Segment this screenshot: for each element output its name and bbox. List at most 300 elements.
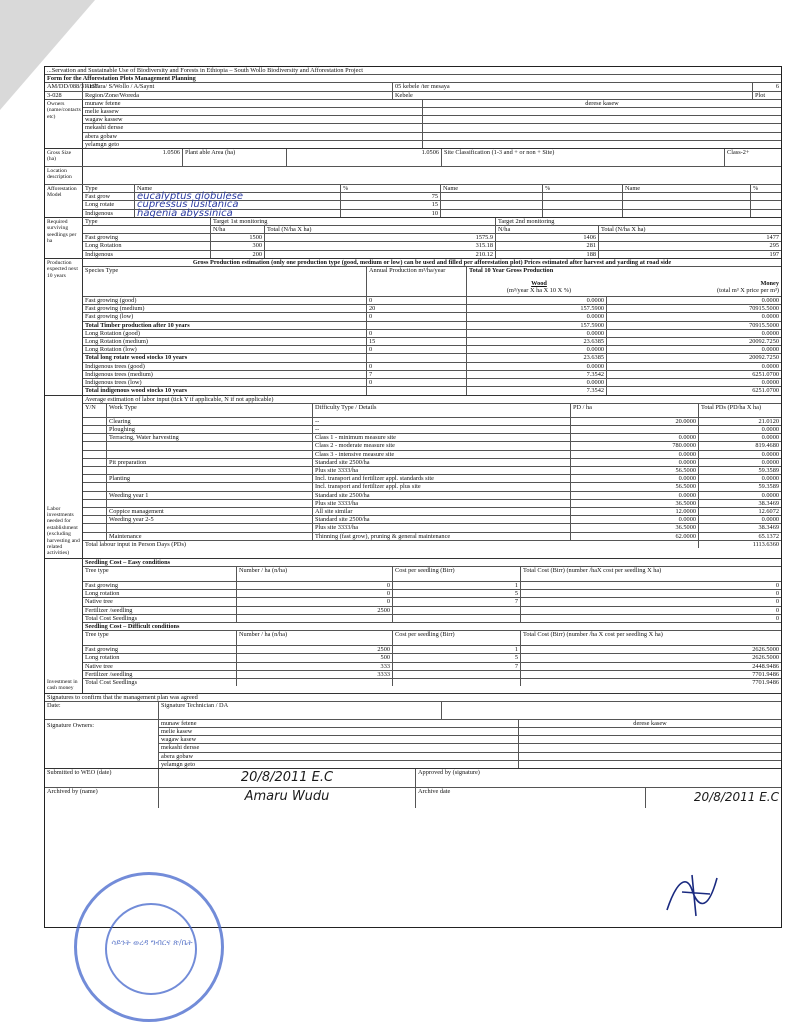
stamp-inner-ring [105, 903, 197, 995]
tree-type: Total Cost Seedlings [83, 615, 237, 622]
plantable-area-value: 1.0506 [287, 149, 442, 166]
wood-volume: 0.0000 [467, 379, 607, 386]
wood-volume: 23.6385 [467, 338, 607, 345]
stamp-text: ሳይንት ወረዳ ግብርና ጽ/ቤት [111, 938, 193, 947]
production-rows [83, 297, 781, 394]
yn-cell [83, 459, 107, 466]
seedling-type: Indigenous [83, 251, 211, 258]
signatures-title-row [45, 694, 781, 702]
total-pd: 0.0000 [761, 450, 779, 458]
form-title: Form for the Afforestation Plots Management Planning [47, 75, 196, 83]
yn-cell [83, 442, 107, 449]
production-row [83, 305, 781, 313]
location-row [45, 167, 781, 185]
col-nha: N/ha [496, 226, 599, 233]
yn-cell [83, 508, 107, 515]
annual-production [367, 322, 467, 329]
col-total: Total (N/ha X ha) [265, 226, 496, 233]
number-per-ha [237, 679, 393, 686]
plantable-area-label: Plant able Area (ha) [183, 149, 287, 166]
number-per-ha: 2500 [237, 646, 393, 653]
labor-row [83, 442, 781, 450]
annual-production: 0 [367, 330, 467, 337]
labor-intro: Average estimation of labor input (tick Y if applicable, N if not applicable) [85, 395, 274, 403]
header-project-row [45, 67, 781, 75]
yn-cell [83, 533, 107, 540]
yn-cell [83, 500, 107, 507]
header-labels-row [45, 92, 781, 100]
cost-per-seedling: 7 [393, 663, 521, 670]
labor-row [83, 533, 781, 541]
col-wood-sub: (m³/year X ha X 10 X %) [506, 287, 572, 295]
seedling-n1: 300 [211, 242, 265, 249]
pd-per-ha: 0.0000 [571, 475, 699, 482]
col-nha: N/ha [211, 226, 265, 233]
annual-production [367, 387, 467, 394]
total-pd: 65.1372 [758, 532, 779, 540]
annual-production: 0 [367, 346, 467, 353]
wood-volume: 7.3542 [467, 387, 607, 394]
pd-per-ha: 0.0000 [571, 492, 699, 499]
wood-volume: 157.5900 [467, 305, 607, 312]
wood-volume: 0.0000 [467, 313, 607, 320]
owner-name: munaw fetene [83, 100, 423, 107]
difficulty: Thinning (fast grow), pruning & general maintenance [313, 533, 571, 540]
wood-volume: 23.6385 [467, 354, 607, 361]
easy-rows [83, 582, 781, 623]
pd-per-ha: 36.5000 [571, 524, 699, 531]
seedling-t1: 1575.9 [265, 234, 496, 241]
tree-type: Long rotation [83, 654, 237, 661]
tree-type: Fast growing [83, 646, 237, 653]
archived-label: Archived by (name) [45, 788, 159, 808]
cost-per-seedling: 1 [393, 646, 521, 653]
seedling-row [83, 242, 781, 250]
difficulty: Class 3 - intensive measure site [313, 451, 571, 458]
total-cost: 0 [775, 581, 779, 589]
owners-section [45, 100, 781, 149]
cost-row [83, 654, 781, 662]
location-label: Location description [45, 167, 83, 184]
number-per-ha: 333 [237, 663, 393, 670]
plan-code: AM/DD/088/31/157 [47, 83, 99, 91]
col-name: Name [441, 185, 543, 192]
pd-per-ha: 12.0000 [571, 508, 699, 515]
labor-rows [83, 418, 781, 541]
species-label: Long Rotation (medium) [83, 338, 367, 345]
difficulty: Standard site 2500/ha [313, 516, 571, 523]
species-label: Fast growing (low) [83, 313, 367, 320]
col-name: Name [623, 185, 751, 192]
archive-date: 20/8/2011 E.C [693, 789, 779, 804]
pd-per-ha: 0.0000 [571, 516, 699, 523]
work-type: Planting [107, 475, 313, 482]
size-row [45, 149, 781, 167]
cost-row [83, 663, 781, 671]
cost-per-seedling [393, 679, 521, 686]
yn-cell [83, 475, 107, 482]
tree-type: Long rotation [83, 590, 237, 597]
production-row [83, 297, 781, 305]
total-pd: 0.0000 [761, 434, 779, 442]
cost-row [83, 598, 781, 606]
species-label: Total long rotate wood stocks 10 years [83, 354, 367, 361]
pd-per-ha: 780.0000 [571, 442, 699, 449]
seedling-t2: 1477 [766, 234, 779, 242]
plan-code-2: 3-028 [45, 92, 83, 99]
gross-size-label: Gross Size (ha) [45, 149, 83, 166]
annual-production: 0 [367, 297, 467, 304]
archive-date-label: Archive date [416, 788, 646, 808]
species-pct: 10 [341, 210, 441, 217]
annual-production: 7 [367, 371, 467, 378]
difficulty: -- [313, 418, 571, 425]
species-type: Fast grow [83, 193, 135, 200]
production-label: Production expected next 10 years [45, 259, 83, 395]
col-pd: PD / ha [571, 404, 699, 417]
wood-volume: 0.0000 [467, 363, 607, 370]
total-pd: 59.3589 [758, 483, 779, 491]
pd-per-ha [571, 426, 699, 433]
afforestation-row [83, 207, 781, 219]
owner-sig: munaw fetene [159, 720, 519, 727]
work-type [107, 442, 313, 449]
work-type [107, 467, 313, 474]
work-type: Maintenance [107, 533, 313, 540]
plot-number: 6 [775, 83, 779, 91]
production-row [83, 346, 781, 354]
number-per-ha: 0 [237, 590, 393, 597]
owner-name: wagaw kassew [83, 116, 423, 123]
col-money-sub: (total m³ X price per m³) [716, 287, 779, 295]
labor-row [83, 451, 781, 459]
species-label: Indigenous trees (low) [83, 379, 367, 386]
work-type: Clearing [107, 418, 313, 425]
difficulty: Class 2 - moderate measure site [313, 442, 571, 449]
difficulty: Incl. transport and fertilizer appl. standards site [313, 475, 571, 482]
number-per-ha: 3333 [237, 671, 393, 678]
col-num: Number / ha (n/ha) [237, 567, 393, 581]
total-pd: 0.0000 [761, 475, 779, 483]
cost-per-seedling: 7 [393, 598, 521, 605]
seedling-t2: 197 [769, 250, 779, 258]
signature-stroke [667, 875, 717, 916]
total-pd: 59.3589 [758, 466, 779, 474]
total-cost: 7701.9486 [752, 678, 779, 686]
submitted-date: 20/8/2011 E.C [159, 769, 416, 787]
total-pd: 0.0000 [761, 491, 779, 499]
seedling-t2: 295 [769, 242, 779, 250]
easy-title: Seedling Cost – Easy conditions [85, 558, 171, 566]
annual-production: 0 [367, 363, 467, 370]
owner-sig: wagaw kasew [159, 736, 519, 743]
labor-row [83, 434, 781, 442]
cost-row [83, 582, 781, 590]
work-type: Pit preparation [107, 459, 313, 466]
labor-row [83, 483, 781, 491]
seedlings-section [45, 218, 781, 259]
seedling-row [83, 234, 781, 242]
col-work: Work Type [107, 404, 313, 417]
pd-per-ha: 62.0000 [571, 533, 699, 540]
yn-cell [83, 426, 107, 433]
production-row [83, 371, 781, 379]
submitted-row [45, 769, 781, 788]
pd-per-ha: 56.5000 [571, 483, 699, 490]
pd-per-ha: 0.0000 [571, 451, 699, 458]
annual-production: 0 [367, 379, 467, 386]
owner-name: yelamgn geto [83, 141, 423, 148]
owner-signatures [45, 720, 781, 769]
total-cost: 0 [775, 590, 779, 598]
money-value: 0.0000 [761, 329, 779, 337]
labor-row [83, 516, 781, 524]
production-row [83, 338, 781, 346]
region-label: Region/Zone/Woreda [83, 92, 393, 99]
production-row [83, 354, 781, 362]
col-num: Number / ha (n/ha) [237, 631, 393, 645]
pd-per-ha: 20.0000 [571, 418, 699, 425]
labor-row [83, 524, 781, 532]
project-title: ...Servation and Sustainable Use of Biodiversity and Forests in Ethiopia – South Wollo Biodiversity and Afforestation Project [47, 67, 363, 74]
total-cost: 0 [775, 614, 779, 622]
diff-rows [83, 646, 781, 686]
labor-row [83, 475, 781, 483]
owners-sig-label: Signature Owners: [45, 720, 159, 768]
date-label: Date: [45, 702, 159, 719]
total-cost: 2626.5000 [752, 646, 779, 654]
col-total: Total (N/ha X ha) [601, 226, 646, 234]
species-name: cupressus lusitanica [135, 201, 341, 208]
species-type: Indigenous [83, 210, 135, 217]
labor-total-label: Total labour input in Person Days (PDs) [83, 541, 699, 548]
col-10yr-title: Total 10 Year Gross Production [469, 267, 554, 275]
production-row [83, 379, 781, 387]
money-value: 0.0000 [761, 313, 779, 321]
col-pct: % [341, 185, 441, 192]
total-pd: 38.3469 [758, 524, 779, 532]
money-value: 70915.5000 [749, 321, 779, 329]
tech-label: Signature Technician / DA [159, 702, 442, 719]
col-target2: Target 2nd monitoring [498, 217, 555, 225]
annual-production: 20 [367, 305, 467, 312]
total-cost: 7701.9486 [752, 670, 779, 678]
difficulty: Plus site 3333/ha [313, 467, 571, 474]
seedling-n2: 1406 [496, 234, 599, 241]
col-10yr [467, 267, 781, 296]
species-label: Fast growing (medium) [83, 305, 367, 312]
wood-volume: 7.3542 [467, 371, 607, 378]
difficulty: Standard site 2500/ha [313, 459, 571, 466]
total-pd: 819.4680 [755, 442, 779, 450]
col-cost: Cost per seedling (Birr) [393, 631, 521, 645]
total-cost: 0 [775, 598, 779, 606]
tree-type: Fertilizer /seedling [83, 607, 237, 614]
col-type: Type [83, 218, 211, 225]
cost-row [83, 590, 781, 598]
production-row [83, 322, 781, 330]
owner-name: mekashi dersse [83, 124, 423, 131]
total-cost: 2448.9486 [752, 662, 779, 670]
total-pd: 0.0000 [761, 425, 779, 433]
total-pd: 0.0000 [761, 458, 779, 466]
money-value: 0.0000 [761, 297, 779, 305]
number-per-ha [237, 615, 393, 622]
money-value: 20092.7250 [749, 338, 779, 346]
owner-sig: abera gobaw [159, 753, 519, 760]
work-type [107, 500, 313, 507]
approved-label: Approved by (signature) [418, 768, 480, 776]
cost-row [83, 646, 781, 654]
species-type: Long rotate [83, 201, 135, 208]
yn-cell [83, 418, 107, 425]
work-type: Coppice management [107, 508, 313, 515]
labor-row [83, 459, 781, 467]
species-label: Indigenous trees (good) [83, 363, 367, 370]
region-zone: Amhara/ S/Wollo / A/Saynt [83, 83, 393, 90]
annual-production: 15 [367, 338, 467, 345]
cost-row [83, 607, 781, 615]
yn-cell [83, 516, 107, 523]
species-label: Total indigenous wood stocks 10 years [83, 387, 367, 394]
wood-volume: 0.0000 [467, 297, 607, 304]
labor-section [45, 396, 781, 559]
work-type: Terracing, Water harvesting [107, 434, 313, 441]
species-label: Fast growing (good) [83, 297, 367, 304]
approver-signature [662, 870, 722, 920]
cost-row [83, 671, 781, 679]
difficulty: Plus site 3333/ha [313, 524, 571, 531]
money-value: 6251.0700 [752, 387, 779, 395]
cost-per-seedling [393, 615, 521, 622]
col-total-pd: Total PDs (PD/ha X ha) [701, 403, 762, 411]
wood-volume: 0.0000 [467, 330, 607, 337]
yn-cell [83, 483, 107, 490]
species-pct: 15 [341, 201, 441, 208]
difficulty: Class 1 - minimum measure site [313, 434, 571, 441]
site-class-label: Site Classification (1-3 and + or non + Site) [442, 149, 725, 166]
col-diff: Difficulty Type / Details [313, 404, 571, 417]
owner-name: abera gobaw [83, 133, 423, 140]
wood-volume: 157.5900 [467, 322, 607, 329]
cost-row [83, 679, 781, 686]
header-form-row [45, 75, 781, 83]
production-note: Gross Production estimation (only one production type (good, medium or low) can be used and filled per afforestation plot) Prices estimated after harvest and yarding at road side [192, 258, 672, 266]
col-species: Species Type [83, 267, 367, 296]
yn-cell [83, 524, 107, 531]
labor-row [83, 500, 781, 508]
signatures-title: Signatures to confirm that the management plan was agreed [47, 693, 198, 701]
tree-type: Fast growing [83, 582, 237, 589]
seedling-n2: 281 [496, 242, 599, 249]
submitted-label: Submitted to WEO (date) [45, 769, 159, 787]
col-tree: Tree type [83, 631, 237, 645]
labor-total-value: 1113.6360 [752, 540, 779, 548]
yn-cell [83, 467, 107, 474]
labor-row [83, 508, 781, 516]
col-total-cost: Total Cost (Birr) (number /haX cost per seedling X ha) [523, 566, 662, 574]
seedling-n1: 1500 [211, 234, 265, 241]
production-row [83, 330, 781, 338]
cost-per-seedling [393, 607, 521, 614]
work-type: Weeding year 1 [107, 492, 313, 499]
money-value: 70915.5000 [749, 305, 779, 313]
pd-per-ha: 0.0000 [571, 434, 699, 441]
gross-size-value: 1.0506 [83, 149, 183, 166]
owner-sig: mekashi dersse [159, 744, 519, 751]
seedling-row [83, 251, 781, 258]
species-pct: 75 [341, 193, 441, 200]
total-pd: 21.0120 [758, 417, 779, 425]
owner-sig: melie kasew [159, 728, 519, 735]
labor-label: Labor investments needed for establishment (excluding harvesting and related activities) [45, 396, 83, 558]
kebele-name: 05 kebele /ter mesaya [393, 83, 753, 90]
labor-row [83, 467, 781, 475]
work-type [107, 524, 313, 531]
cost-per-seedling [393, 671, 521, 678]
species-label: Total Timber production after 10 years [83, 322, 367, 329]
difficulty: All site similar [313, 508, 571, 515]
tree-type: Total Cost Seedlings [83, 679, 237, 686]
owners-label: Owners (name/contacts etc) [45, 100, 83, 148]
pd-per-ha: 0.0000 [571, 459, 699, 466]
col-name: Name [135, 185, 341, 192]
yn-cell [83, 451, 107, 458]
money-value: 0.0000 [761, 379, 779, 387]
seedling-t1: 315.18 [265, 242, 496, 249]
investment-section [45, 559, 781, 694]
difficulty: Standard site 2500/ha [313, 492, 571, 499]
species-name: hagenia abyssinica [135, 210, 341, 217]
production-row [83, 313, 781, 321]
total-pd: 0.0000 [761, 516, 779, 524]
tree-type: Native tree [83, 663, 237, 670]
yn-cell [83, 434, 107, 441]
col-annual: Annual Production m³/ha/year [367, 267, 467, 296]
annual-production: 0 [367, 313, 467, 320]
col-target1: Target 1st monitoring [211, 218, 496, 225]
species-label: Long Rotation (good) [83, 330, 367, 337]
labor-row [83, 492, 781, 500]
seedling-type: Long Rotation [83, 242, 211, 249]
number-per-ha: 0 [237, 582, 393, 589]
col-wood: Wood [531, 280, 547, 288]
money-value: 6251.0700 [752, 370, 779, 378]
office-stamp [74, 872, 224, 1022]
work-type [107, 483, 313, 490]
col-pct: % [753, 185, 759, 193]
seedling-n2: 188 [496, 251, 599, 258]
labor-total-row [83, 541, 781, 548]
col-money: Money [760, 280, 779, 288]
difficulty: Plus site 3333/ha [313, 500, 571, 507]
cost-row [83, 615, 781, 623]
management-plan-form [44, 66, 782, 928]
archived-row [45, 788, 781, 808]
cost-per-seedling: 5 [393, 654, 521, 661]
seedling-type: Fast growing [83, 234, 211, 241]
header-code-row [45, 83, 781, 91]
money-value: 0.0000 [761, 362, 779, 370]
cost-per-seedling: 5 [393, 590, 521, 597]
owners-group: derese kasew [585, 99, 619, 107]
archived-name: Amaru Wudu [159, 788, 416, 808]
total-cost: 0 [775, 606, 779, 614]
owners-sig-group: derese kasew [633, 719, 667, 727]
difficulty: Incl. transport and fertilizer appl. plus site [313, 483, 571, 490]
work-type: Weeding year 2-5 [107, 516, 313, 523]
total-pd: 12.6072 [758, 507, 779, 515]
